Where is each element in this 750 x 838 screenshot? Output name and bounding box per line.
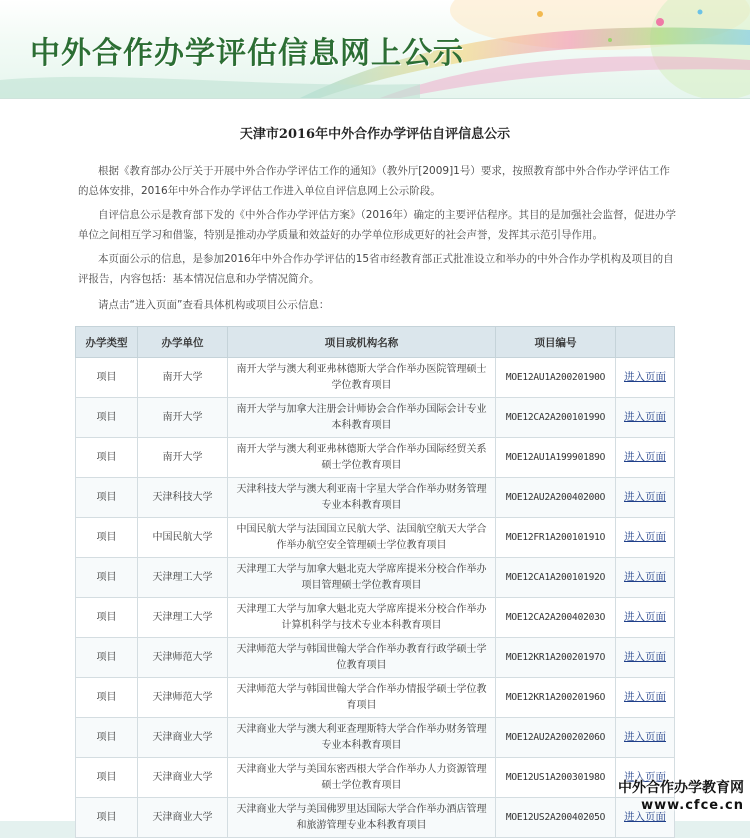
cell-unit: 南开大学 [138,398,228,438]
cell-action [616,598,675,638]
instruction-text: 请点击“进入页面”查看具体机构或项目公示信息： [98,299,330,311]
cell-type: 项目 [76,518,138,558]
cell-code: MOE12CA2A20010199O [496,398,616,438]
header-banner [0,0,750,98]
cell-name: 天津商业大学与美国佛罗里达国际大学合作举办酒店管理和旅游管理专业本科教育项目 [228,798,496,838]
table-row [76,758,675,798]
enter-page-link[interactable]: 进入页面 [624,451,666,463]
enter-page-link[interactable]: 进入页面 [624,691,666,703]
watermark-url: www.cfce.cn [641,798,744,813]
cell-type: 项目 [76,758,138,798]
watermark-site-name: 中外合作办学教育网 [618,780,744,796]
cell-name: 南开大学与澳大利亚弗林德斯大学合作举办医院管理硕士学位教育项目 [228,358,496,398]
cell-unit: 天津商业大学 [138,798,228,838]
main-content [0,98,750,831]
cell-action [616,398,675,438]
enter-page-link[interactable]: 进入页面 [624,371,666,383]
cell-code: MOE12CA2A20040203O [496,598,616,638]
intro-paragraph-2: 自评信息公示是教育部下发的《中外合作办学评估方案》（2016年）确定的主要评估程序。其目的是加强社会监督，促进办学单位之间相互学习和借鉴，特别是推动办学质量和效益好的办学单位形成更好的社会声誉，发挥其示范引导作用。 [78,209,676,241]
cell-action [616,558,675,598]
enter-page-link[interactable]: 进入页面 [624,811,666,823]
table-body [76,358,675,838]
cell-code: MOE12KR1A20020197O [496,638,616,678]
table-row [76,358,675,398]
cell-name: 天津商业大学与美国东密西根大学合作举办人力资源管理硕士学位教育项目 [228,758,496,798]
cell-type: 项目 [76,678,138,718]
cell-name: 天津师范大学与韩国世翰大学合作举办教育行政学硕士学位教育项目 [228,638,496,678]
cell-action [616,678,675,718]
cell-name: 中国民航大学与法国国立民航大学、法国航空航天大学合作举办航空安全管理硕士学位教育项目 [228,518,496,558]
cell-code: MOE12AU1A20020190O [496,358,616,398]
banner-title: 中外合作办学评估信息网上公示 [30,36,464,71]
cell-unit: 天津科技大学 [138,478,228,518]
cell-unit: 中国民航大学 [138,518,228,558]
enter-page-link[interactable]: 进入页面 [624,651,666,663]
col-header-name: 项目或机构名称 [228,327,496,358]
enter-page-link[interactable]: 进入页面 [624,611,666,623]
cell-type: 项目 [76,718,138,758]
table-row [76,678,675,718]
cell-action [616,518,675,558]
cell-type: 项目 [76,398,138,438]
cell-type: 项目 [76,478,138,518]
enter-page-link[interactable]: 进入页面 [624,491,666,503]
table-row [76,398,675,438]
table-row [76,638,675,678]
table-row [76,518,675,558]
table-header-row [76,327,675,358]
cell-name: 天津师范大学与韩国世翰大学合作举办情报学硕士学位教育项目 [228,678,496,718]
cell-code: MOE12AU2A20040200O [496,478,616,518]
enter-page-link[interactable]: 进入页面 [624,411,666,423]
cell-type: 项目 [76,438,138,478]
cell-name: 南开大学与澳大利亚弗林德斯大学合作举办国际经贸关系硕士学位教育项目 [228,438,496,478]
cell-code: MOE12US2A20040205O [496,798,616,838]
cell-code: MOE12US1A20030198O [496,758,616,798]
cell-name: 天津商业大学与澳大利亚查理斯特大学合作举办财务管理专业本科教育项目 [228,718,496,758]
cell-action [616,358,675,398]
cell-code: MOE12AU1A19990189O [496,438,616,478]
cell-unit: 天津商业大学 [138,718,228,758]
cell-unit: 天津师范大学 [138,678,228,718]
table-row [76,478,675,518]
table-row [76,798,675,838]
programs-table [75,326,675,838]
col-header-type: 办学类型 [76,327,138,358]
cell-type: 项目 [76,638,138,678]
page-title: 天津市2016年中外合作办学评估自评信息公示 [239,127,511,142]
enter-page-link[interactable]: 进入页面 [624,571,666,583]
enter-page-link[interactable]: 进入页面 [624,531,666,543]
cell-unit: 天津师范大学 [138,638,228,678]
cell-action [616,478,675,518]
cell-type: 项目 [76,798,138,838]
cell-type: 项目 [76,358,138,398]
cell-name: 天津理工大学与加拿大魁北克大学席库提米分校合作举办项目管理硕士学位教育项目 [228,558,496,598]
enter-page-link[interactable]: 进入页面 [624,771,666,783]
site-watermark [618,779,744,815]
cell-name: 南开大学与加拿大注册会计师协会合作举办国际会计专业本科教育项目 [228,398,496,438]
cell-name: 天津科技大学与澳大利亚南十字星大学合作举办财务管理专业本科教育项目 [228,478,496,518]
enter-page-link[interactable]: 进入页面 [624,731,666,743]
intro-paragraph-3: 本页面公示的信息，是参加2016年中外合作办学评估的15省市经教育部正式批准设立和举办的中外合作办学机构及项目的自评报告，内容包括：基本情况信息和办学情况简介。 [78,253,674,285]
cell-type: 项目 [76,558,138,598]
table-row [76,438,675,478]
table-row [76,598,675,638]
cell-action [616,718,675,758]
col-header-action [616,327,675,358]
cell-unit: 天津理工大学 [138,598,228,638]
cell-unit: 天津理工大学 [138,558,228,598]
cell-type: 项目 [76,598,138,638]
cell-code: MOE12FR1A20010191O [496,518,616,558]
col-header-code: 项目编号 [496,327,616,358]
cell-unit: 南开大学 [138,438,228,478]
cell-code: MOE12AU2A20020206O [496,718,616,758]
cell-action [616,438,675,478]
col-header-unit: 办学单位 [138,327,228,358]
cell-name: 天津理工大学与加拿大魁北克大学席库提米分校合作举办计算机科学与技术专业本科教育项目 [228,598,496,638]
cell-code: MOE12CA1A20010192O [496,558,616,598]
intro-paragraph-1: 根据《教育部办公厅关于开展中外合作办学评估工作的通知》（教外厅[2009]1号）要求，按照教育部中外合作办学评估工作的总体安排，2016年中外合作办学评估工作进入单位自评信息网上公示阶段。 [78,165,670,197]
cell-code: MOE12KR1A20020196O [496,678,616,718]
table-row [76,718,675,758]
cell-unit: 南开大学 [138,358,228,398]
table-row [76,558,675,598]
cell-action [616,638,675,678]
cell-unit: 天津商业大学 [138,758,228,798]
